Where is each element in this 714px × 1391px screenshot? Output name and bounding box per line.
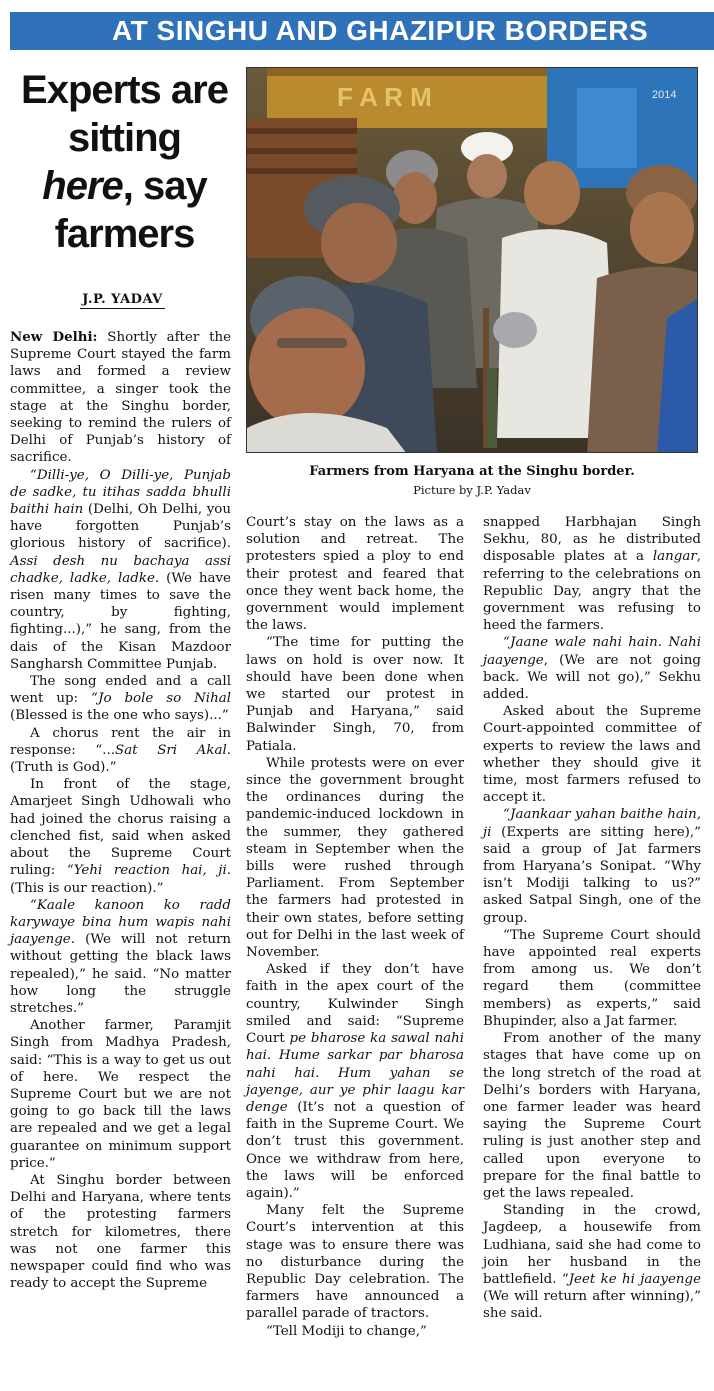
italic-text-run: Assi desh nu bachaya assi chadke, ladke, ladke. — [10, 553, 231, 586]
tarp-text: F A R M — [337, 82, 432, 112]
article-paragraph — [483, 634, 701, 703]
article-paragraph — [10, 673, 231, 725]
news-photo — [246, 67, 698, 453]
article-paragraph — [483, 703, 701, 806]
text-run: Shortly after the Supreme Court stayed the farm laws and formed a review committee, a singer took the stage at the Singhu border, seeking to remind the rulers of Delhi of Punjab’s history of sacrifice. — [10, 330, 231, 466]
text-run: At Singhu border between Delhi and Haryana, where tents of the protesting farmers stretch for kilometres, there was not one farmer this newspaper could find who was ready to accept the Supreme — [10, 1172, 231, 1292]
article-paragraph — [483, 927, 701, 1030]
headline-emphasis: here — [42, 164, 123, 208]
article-column-3 — [483, 514, 701, 1323]
article-column-1 — [10, 329, 231, 1292]
text-run: In front of the stage, Amarjeet Singh Udhowali who had joined the chorus raising a clenched fist, said when asked about the Supreme Court ruling: “ — [10, 777, 231, 879]
article-paragraph — [246, 961, 464, 1202]
article-paragraph — [246, 755, 464, 961]
text-run: Another farmer, Paramjit Singh from Madhya Pradesh, said: “This is a way to get us out of here. We respect the Supreme Court but we are not going to go back till the laws are repealed and we get a legal guarantee on minimum support price.” — [10, 1018, 231, 1171]
text-run: From another of the many stages that have come up on the long stretch of the road at Delhi’s borders with Haryana, one farmer leader was heard saying the Supreme Court ruling is just another step and called upon everyone to prepare for the final battle to get the laws repealed. — [483, 1031, 701, 1201]
article-paragraph — [483, 1202, 701, 1322]
text-run: While protests were on ever since the government brought the ordinances during the pandemic-induced lockdown in the summer, they gathered steam in September when the bills were rushed through Parliament. From September the farmers had protested in their own states, before setting out for Delhi in the last week of November. — [246, 755, 464, 961]
byline-name: J.P. YADAV — [82, 292, 163, 307]
italic-text-run: “Jo bole so Nihal — [90, 691, 231, 707]
headline-part1: Experts are sitting — [21, 68, 228, 160]
text-run: Standing in the crowd, Jagdeep, a housewife from Ludhiana, said she had come to join her husband in the battlefield. “ — [483, 1203, 701, 1287]
headline-part2: , say farmers — [54, 164, 207, 256]
section-banner: AT SINGHU AND GHAZIPUR BORDERS — [10, 12, 714, 50]
article-paragraph — [10, 467, 231, 673]
photo-caption: Farmers from Haryana at the Singhu border. — [309, 464, 635, 479]
article-paragraph — [10, 1017, 231, 1172]
article-paragraph — [483, 514, 701, 634]
italic-text-run: Yehi reaction hai, ji. — [73, 863, 231, 879]
text-run: “The time for putting the laws on hold is over now. It should have been done when we started our protest in Punjab and Haryana,” said Balwinder Singh, 70, from Patiala. — [246, 635, 464, 754]
italic-text-run: “Jaankaar yahan baithe hain, ji — [483, 807, 701, 840]
italic-text-run: pe bharose ka sawal nahi hai. Hume sarkar par bharosa nahi hai. Hum yahan se jayenge, aur ye phir laagu kar denge — [246, 1031, 464, 1115]
text-run: (We have risen many times to save the country, by fighting, fighting...),” he sang, from the dais of the Kisan Mazdoor Sangharsh Committee Punjab. — [10, 570, 231, 672]
italic-text-run: “Kaale kanoon ko radd karywaye bina hum wapis nahi jaayenge. — [10, 897, 231, 948]
text-run: Court’s stay on the laws as a solution and retreat. The protesters spied a ploy to end their protest and feared that once they went back home, the government would implement the laws. — [246, 515, 464, 634]
article-column-2 — [246, 514, 464, 1340]
text-run: (Experts are sitting here),” said a group of Jat farmers from Haryana’s Sonipat. “Why isn’t Modiji talking to us?” asked Satpal Singh, one of the group. — [483, 824, 701, 926]
article-paragraph — [246, 634, 464, 754]
article-paragraph — [246, 1202, 464, 1322]
italic-text-run: langar — [652, 549, 697, 565]
text-run: (Blessed is the one who says)...” — [10, 708, 229, 724]
text-run: , (We are not going back. We will not go),” Sekhu added. — [483, 652, 701, 703]
text-run: The song ended and a call went up: — [10, 674, 231, 707]
text-run: (Truth is God).” — [10, 760, 117, 776]
article-paragraph — [10, 776, 231, 896]
article-paragraph — [10, 897, 231, 1017]
italic-text-run: “Dilli-ye, O Dilli-ye, Punjab de sadke, tu itihas sadda bhulli baithi hain — [10, 467, 231, 518]
article-paragraph — [246, 514, 464, 634]
article-paragraph — [10, 725, 231, 777]
text-run: (It’s not a question of faith in the Supreme Court. We don’t trust this government. Once we withdraw from here, the laws will be enforced again).” — [246, 1099, 464, 1201]
text-run: “Tell Modiji to change,” — [266, 1323, 427, 1339]
text-run: , referring to the celebrations on Republic Day, angry that the government was refusing to heed the farmers. — [483, 549, 701, 634]
article-paragraph — [10, 329, 231, 467]
headline — [12, 66, 237, 258]
text-run: “The Supreme Court should have appointed real experts from among us. We don’t regard them (committee members) as experts,” said Bhupinder, also a Jat farmer. — [483, 927, 701, 1029]
text-run: (Delhi, Oh Delhi, you have forgotten Punjab’s glorious history of sacrifice). — [10, 502, 231, 552]
text-run: (We will not return without getting the black laws repealed),” he said. “No matter how long the struggle stretches.” — [10, 932, 231, 1016]
text-run: Asked if they don’t have faith in the apex court of the country, Kulwinder Singh smiled and said: “Supreme Court — [246, 962, 464, 1047]
text-run: (This is our reaction).” — [10, 880, 164, 896]
truck-text: 2014 — [652, 89, 677, 101]
text-run: (We will return after winning),” she said. — [483, 1289, 701, 1322]
article-paragraph — [483, 806, 701, 926]
byline — [10, 292, 235, 307]
italic-text-run: Sat Sri Akal. — [115, 742, 231, 758]
text-run: A chorus rent the air in response: “... — [10, 725, 231, 758]
article-paragraph — [10, 1172, 231, 1292]
farmers-photo-illustration — [247, 68, 698, 453]
photo-credit: Picture by J.P. Yadav — [413, 483, 531, 497]
text-run: snapped Harbhajan Singh Sekhu, 80, as he distributed disposable plates at a — [483, 515, 701, 565]
italic-text-run: “Jaane wale nahi hain. Nahi jaayenge — [483, 635, 701, 668]
dateline: New Delhi: — [10, 329, 98, 345]
text-run: Asked about the Supreme Court-appointed committee of experts to review the laws and whether they should give it time, most farmers refused to accept it. — [483, 704, 701, 806]
italic-text-run: Jeet ke hi jaayenge — [568, 1271, 701, 1287]
article-paragraph — [483, 1030, 701, 1202]
text-run: Many felt the Supreme Court’s intervention at this stage was to ensure there was no disturbance during the Republic Day celebration. The farmers have announced a parallel parade of tractors. — [246, 1203, 464, 1322]
article-paragraph — [246, 1323, 464, 1340]
